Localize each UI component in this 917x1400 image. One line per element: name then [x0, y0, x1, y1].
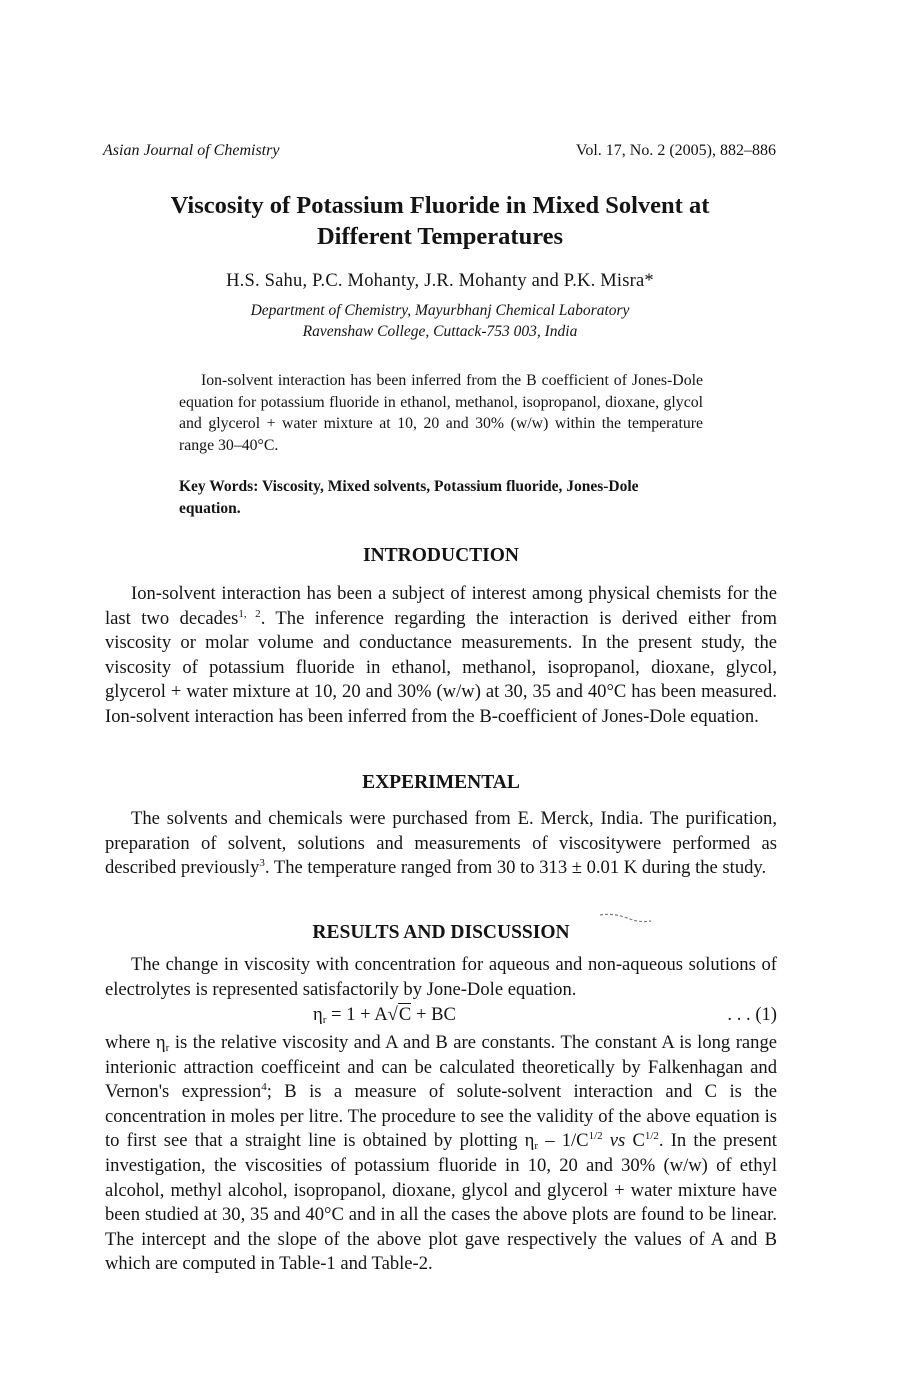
intro-text-b: . The inference regarding the interaction is derived either from viscosity or molar volume and conductance measurements. In the present study, the viscosity of potassium fluoride in ethanol, methanol, isopropanol, dioxane, glycol, glycerol + water mixture at 10, 20 and 30% (w/w) at 30, 35 and 40°C has been measured. Ion-solvent interaction has been inferred from the B-coefficient of Jones-Dole equation.	[105, 607, 777, 727]
res-text-c: ; B is a measure of solute-solvent interaction and C is the concentration in moles per litre. The procedure to see the validity of the above equation is to first see that a straight line is obtained by plotting η	[105, 1081, 777, 1152]
res-text-d: – 1/C	[538, 1130, 589, 1152]
eq-radicand: C	[398, 1004, 412, 1025]
jones-dole-equation	[105, 1004, 777, 1030]
article-title	[120, 190, 760, 252]
res-text-f: . In the present investigation, the viscosities of potassium fluoride in 10, 20 and 30% (w/w) of ethyl alcohol, methyl alcohol, isopropanol, dioxane, glycol and glycerol + water mixture have been studied at 30, 35 and 40°C and in all the cases the above plots are found to be linear. The intercept and the slope of the above plot gave respectively the values of A and B which are computed in Table-1 and Table-2.	[105, 1130, 777, 1275]
introduction-heading: INTRODUCTION	[362, 545, 520, 566]
keywords-text: Viscosity, Mixed solvents, Potassium fluoride, Jones-Dole equation.	[179, 478, 639, 517]
eq-end: + BC	[411, 1004, 456, 1025]
abstract: Ion-solvent interaction has been inferred from the B coefficient of Jones-Dole equation for potassium fluoride in ethanol, methanol, isopropanol, dioxane, glycol and glycerol + water mixture at 10, 20 and 30% (w/w) within the temperature range 30–40°C.	[179, 372, 703, 454]
results-paragraph-2	[105, 1031, 777, 1277]
affiliation-line-2: Ravenshaw College, Cuttack-753 003, India	[302, 323, 578, 340]
results-paragraph-1: The change in viscosity with concentration for aqueous and non-aqueous solutions of electrolytes is represented satisfactorily by Jone-Dole equation.	[105, 954, 777, 1000]
authors: H.S. Sahu, P.C. Mohanty, J.R. Mohanty and P.K. Misra*	[226, 271, 654, 291]
results-heading: RESULTS AND DISCUSSION	[312, 922, 570, 943]
volume-info: Vol. 17, No. 2 (2005), 882–886	[575, 142, 776, 159]
keywords	[179, 476, 703, 519]
experimental-paragraph	[105, 807, 777, 881]
title-line-2: Different Temperatures	[316, 223, 564, 250]
affiliation-line-1: Department of Chemistry, Mayurbhanj Chemical Laboratory	[250, 302, 630, 319]
equation-body	[313, 1004, 456, 1026]
eq-root-sign: √	[387, 1004, 398, 1025]
res-text-e: C	[632, 1130, 645, 1152]
exp-text-a: The solvents and chemicals were purchased from E. Merck, India. The purification, preparation of solvent, solutions and measurements of viscositywere performed as described previously	[105, 808, 777, 879]
experimental-heading: EXPERIMENTAL	[362, 772, 520, 793]
exp-text-b: . The temperature ranged from 30 to 313 ± 0.01 K during the study.	[264, 857, 767, 879]
res-citation: 4	[261, 1081, 267, 1094]
res-sup-2: 1/2	[644, 1130, 659, 1143]
journal-name: Asian Journal of Chemistry	[103, 142, 280, 159]
res-text-b: is the relative viscosity and A and B are constants. The constant A is long range interionic attraction coefficeint and can be calculated theoretically by Falkenhagan and Vernon's expression	[105, 1032, 778, 1103]
res-sup-1: 1/2	[588, 1130, 603, 1143]
eq-subscript: r	[322, 1014, 327, 1026]
introduction-paragraph	[105, 582, 777, 730]
title-line-1: Viscosity of Potassium Fluoride in Mixed Solvent at	[170, 192, 710, 219]
keywords-label: Key Words:	[179, 478, 259, 495]
eq-middle: = 1 + A	[326, 1004, 388, 1025]
exp-citation: 3	[259, 857, 265, 870]
res-vs: vs	[602, 1130, 633, 1152]
eq-eta: η	[313, 1004, 323, 1025]
res-sub-2: r	[534, 1140, 539, 1153]
res-text-a: where η	[105, 1032, 166, 1053]
intro-citation: 1, 2	[238, 607, 261, 620]
intro-text-a: Ion-solvent interaction has been a subject of interest among physical chemists for the last two decades	[105, 583, 777, 629]
equation-number: . . . (1)	[727, 1004, 777, 1025]
res-sub-1: r	[165, 1042, 170, 1054]
